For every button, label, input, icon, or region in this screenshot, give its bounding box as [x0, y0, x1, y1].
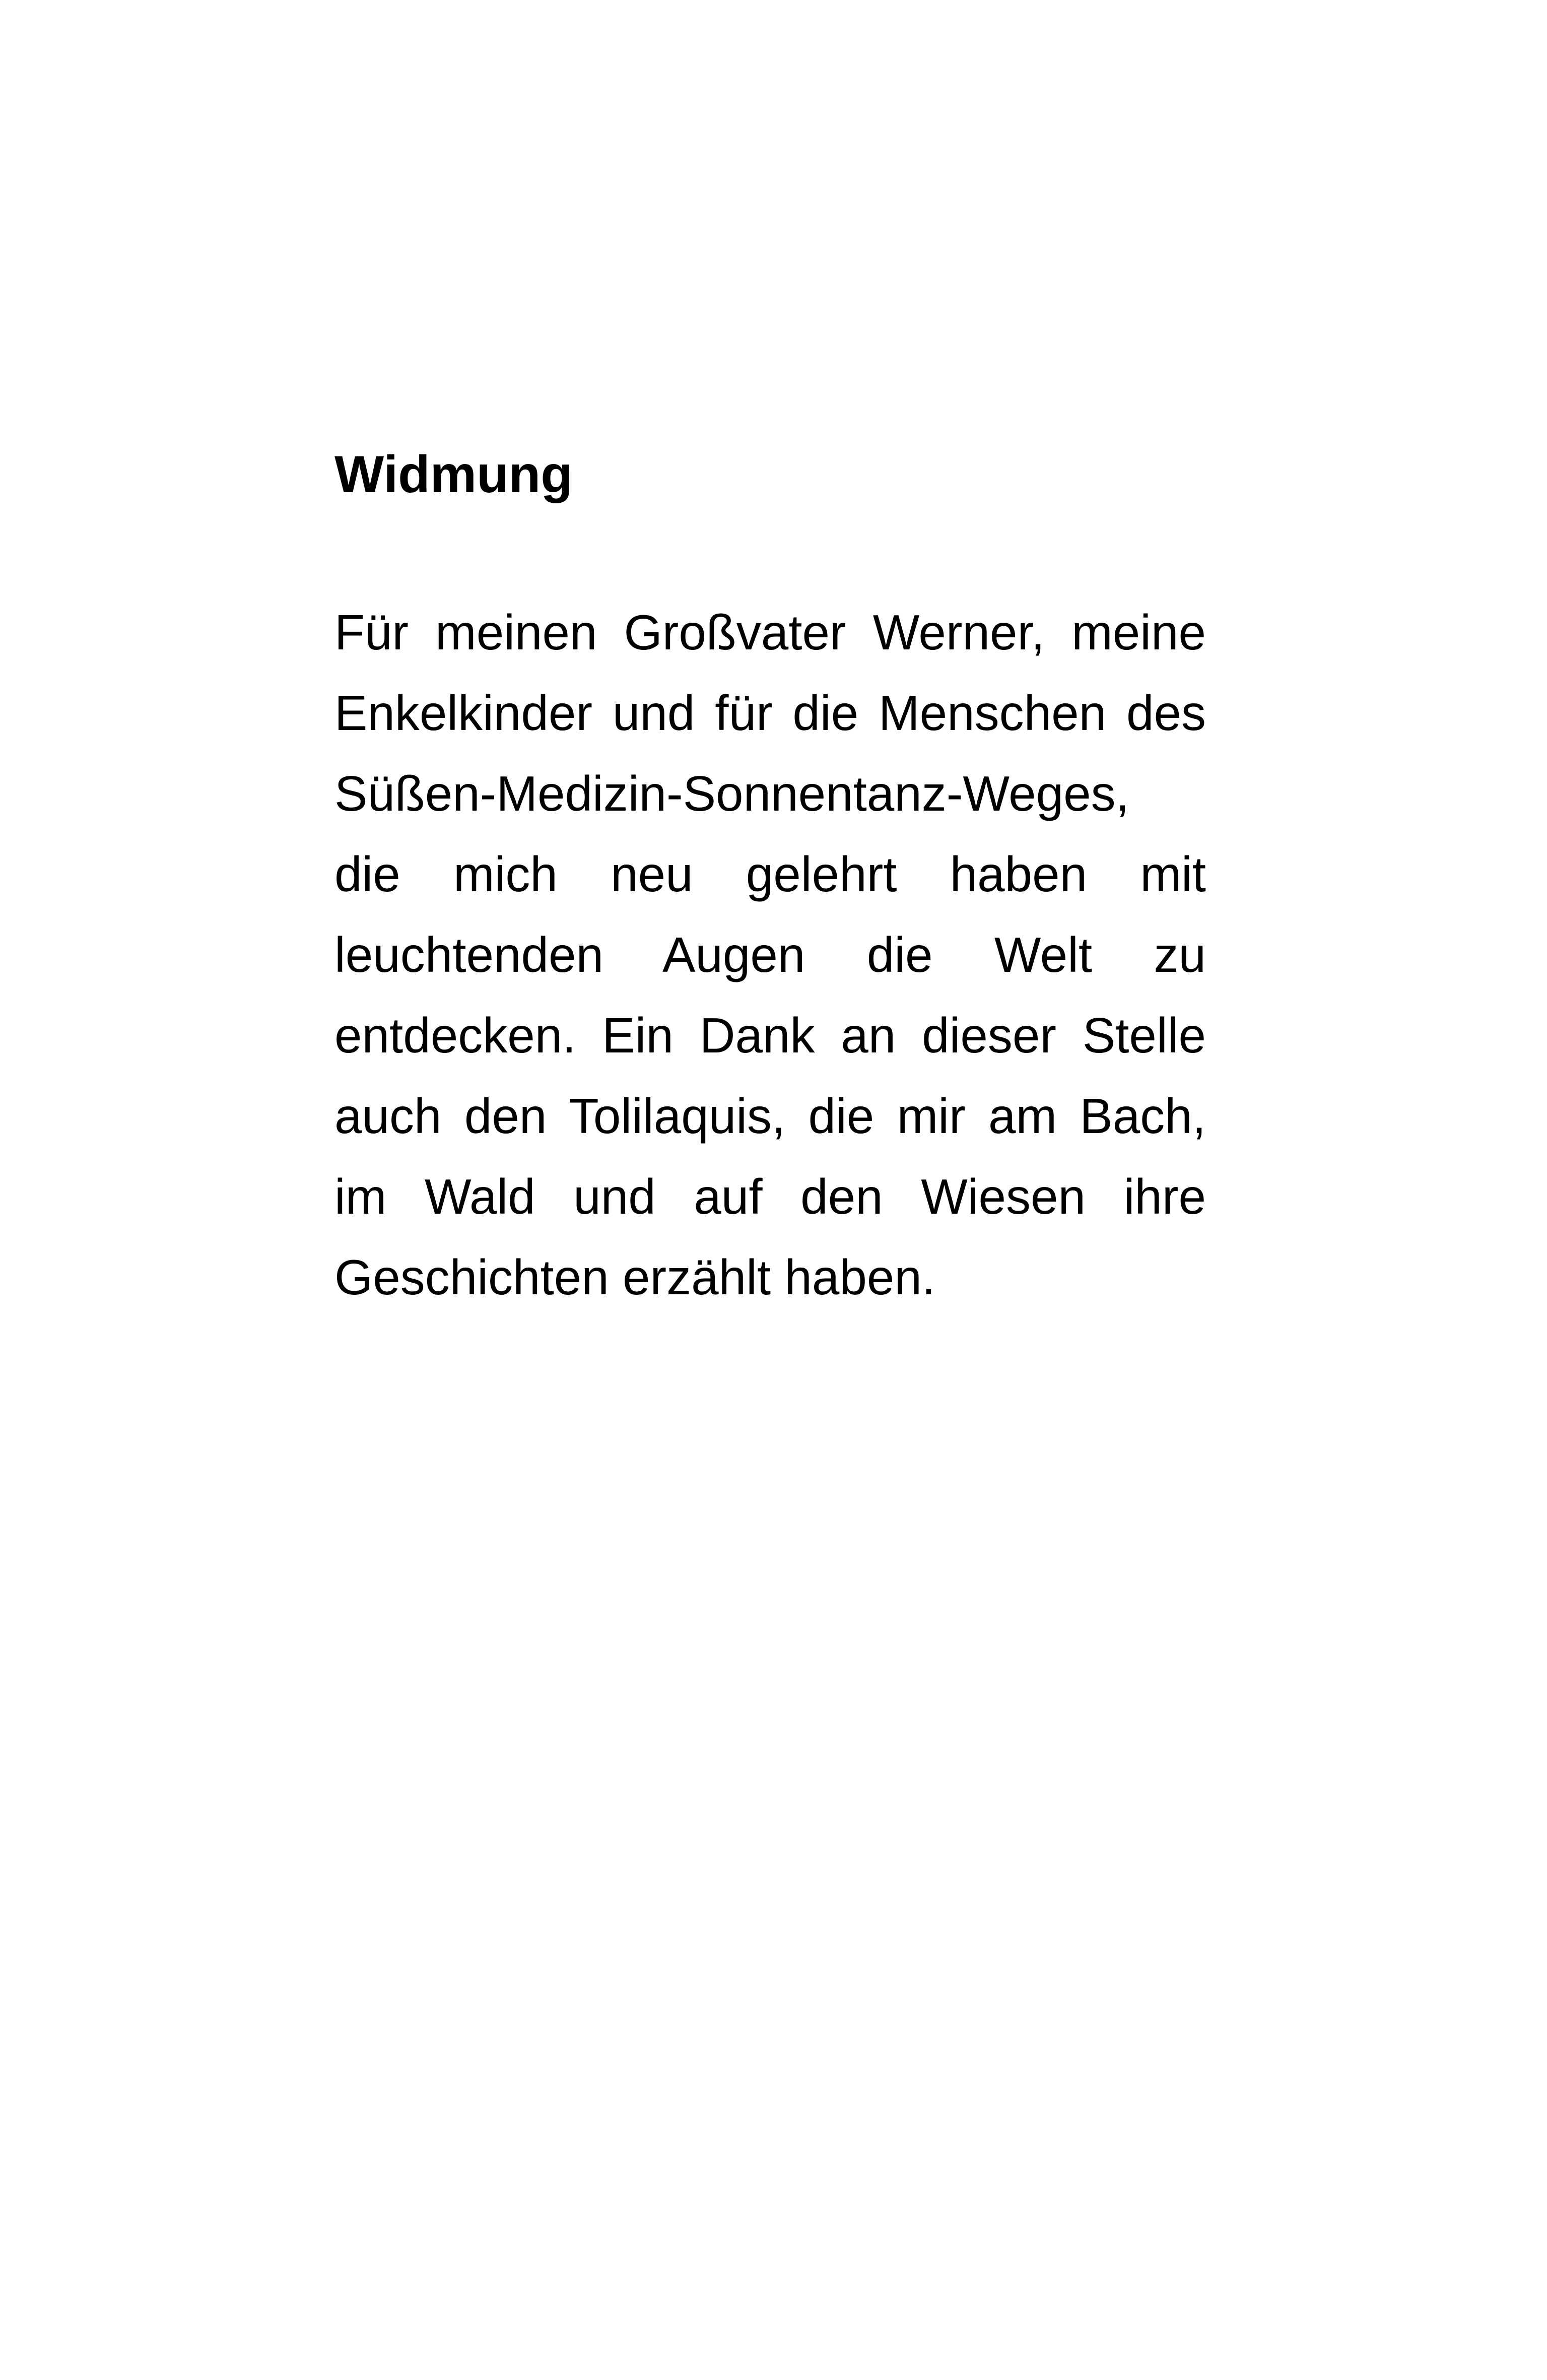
dedication-paragraph: Für meinen Großvater Werner, meine Enkelkinder und für die Menschen des Süßen-Medizin-Sonnentanz-Weges, die mich neu gelehrt haben mit leuchtenden Augen die Welt zu entdecken. Ein Dank an dieser Stelle auch den Tolilaquis, die mir am Bach, im Wald und auf den Wiesen ihre Geschichten erzählt haben. — [334, 605, 1206, 1305]
page-title: Widmung — [334, 445, 573, 504]
